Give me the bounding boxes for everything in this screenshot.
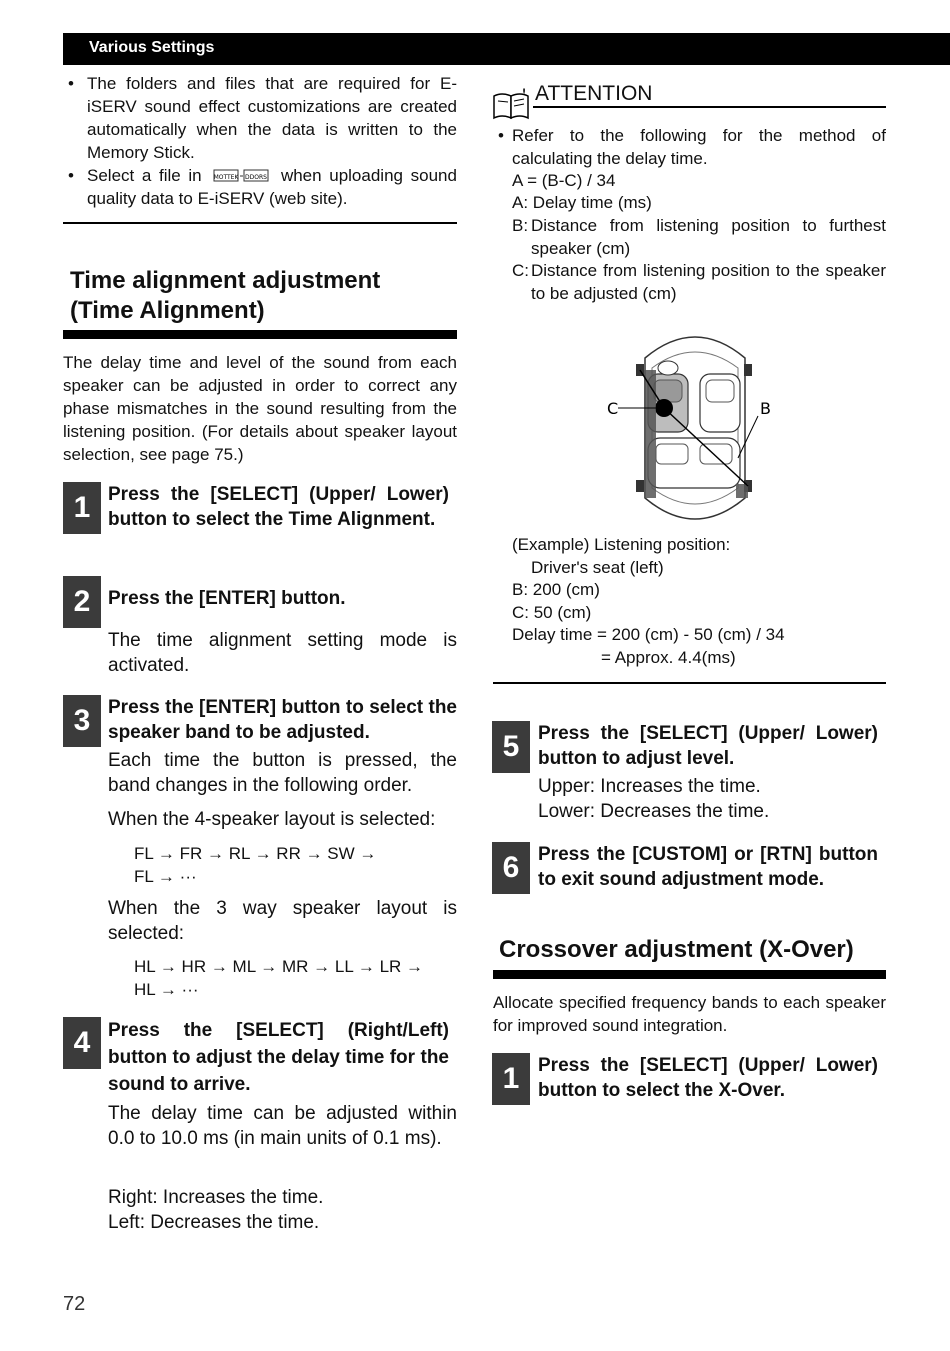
step-number: 4 xyxy=(63,1017,101,1069)
attention-underline xyxy=(533,106,886,108)
divider xyxy=(493,682,886,684)
example-line: B: 200 (cm) xyxy=(512,580,600,599)
speaker-sequence: FL → FR → RL → RR → SW → xyxy=(134,844,377,863)
step-lower-note: Lower: Decreases the time. xyxy=(538,801,770,822)
section-header-bar xyxy=(63,33,950,65)
attention-bullet: • Refer to the following for the method of calculating the delay time. xyxy=(498,126,886,168)
step-number: 3 xyxy=(63,695,101,747)
step-upper-note: Upper: Increases the time. xyxy=(538,776,761,797)
step-heading: Press the [SELECT] (Upper/ Lower) button to adjust level. xyxy=(538,723,878,769)
example-line: = Approx. 4.4(ms) xyxy=(601,648,736,667)
definition-c: C: Distance from listening position to the speaker to be adjusted (cm) xyxy=(512,261,886,303)
attention-title: ATTENTION xyxy=(535,82,653,105)
car-speaker-diagram xyxy=(600,328,790,528)
bullet-text: Select a file in MOTTEK DDORS when uploading sound quality data to E-iSERV (web site). xyxy=(87,166,457,208)
divider xyxy=(63,222,457,224)
svg-text:!: ! xyxy=(522,88,527,98)
formula: A = (B-C) / 34 xyxy=(512,171,616,190)
bullet-item: • The folders and files that are required for E-iSERV sound effect customizations are created automatically when the data is written to the Memory Stick. xyxy=(68,74,457,162)
bullet-item: • Select a file in MOTTEK DDORS when uploading sound quality data to E-iSERV (web site). xyxy=(68,166,457,208)
section-title-underline xyxy=(493,970,886,979)
svg-text:DDORS: DDORS xyxy=(245,174,268,181)
step-heading: Press the [CUSTOM] or [RTN] button to exit sound adjustment mode. xyxy=(538,844,878,890)
bullet-text: The folders and files that are required for E-iSERV sound effect customizations are created automatically when the data is written to the Memory Stick. xyxy=(87,74,457,162)
crossover-intro: Allocate specified frequency bands to each speaker for improved sound integration. xyxy=(493,993,886,1035)
example-line: C: 50 (cm) xyxy=(512,603,592,622)
step-left-note: Left: Decreases the time. xyxy=(108,1212,320,1233)
svg-text:MOTTEK: MOTTEK xyxy=(213,174,239,181)
attention-text: Refer to the following for the method of calculating the delay time. xyxy=(512,126,886,168)
definition-a: A: Delay time (ms) xyxy=(512,193,652,212)
step-condition: When the 3 way speaker layout is selected: xyxy=(108,898,457,944)
definition-b: B: Distance from listening position to furthest speaker (cm) xyxy=(512,216,886,258)
step-body: The time alignment setting mode is activated. xyxy=(108,630,457,676)
step-heading: Press the [SELECT] (Upper/ Lower) button to select the X-Over. xyxy=(538,1055,878,1101)
step-number: 2 xyxy=(63,576,101,628)
label-b: B xyxy=(760,399,771,418)
example-line: Delay time = 200 (cm) - 50 (cm) / 34 xyxy=(512,625,785,644)
section-header-title: Various Settings xyxy=(89,39,215,56)
step-number: 6 xyxy=(492,842,530,894)
example-line: (Example) Listening position: xyxy=(512,535,731,554)
step-heading: Press the [ENTER] button to select the speaker band to be adjusted. xyxy=(108,697,457,743)
file-icons xyxy=(213,169,269,183)
step-body: Each time the button is pressed, the band changes in the following order. xyxy=(108,750,457,796)
example-line: Driver's seat (left) xyxy=(531,558,664,577)
speaker-sequence: HL → ··· xyxy=(134,980,199,999)
intro-paragraph: The delay time and level of the sound from each speaker can be adjusted in order to correct any phase mismatches in the sound resulting from the listening position. (For details about speaker layout selection, see page 75.) xyxy=(63,353,457,464)
attention-book-icon xyxy=(492,88,532,122)
section-title-time-alignment: Time alignment adjustment (Time Alignment) xyxy=(70,267,381,324)
page-number: 72 xyxy=(63,1293,86,1315)
step-heading: Press the [SELECT] (Right/Left) button to adjust the delay time for the sound to arrive. xyxy=(108,1020,449,1095)
step-number: 1 xyxy=(492,1053,530,1105)
step-body: The delay time can be adjusted within 0.0 to 10.0 ms (in main units of 0.1 ms). xyxy=(108,1103,457,1149)
step-heading: Press the [SELECT] (Upper/ Lower) button to select the Time Alignment. xyxy=(108,484,449,530)
speaker-sequence: FL → ··· xyxy=(134,867,197,886)
step-heading: Press the [ENTER] button. xyxy=(108,588,346,609)
step-condition: When the 4-speaker layout is selected: xyxy=(108,809,436,830)
step-number: 1 xyxy=(63,482,101,534)
speaker-sequence: HL → HR → ML → MR → LL → LR → xyxy=(134,957,424,976)
step-number: 5 xyxy=(492,721,530,773)
section-title-crossover: Crossover adjustment (X-Over) xyxy=(499,936,854,963)
label-c: C xyxy=(607,399,619,418)
section-title-underline xyxy=(63,330,457,339)
step-right-note: Right: Increases the time. xyxy=(108,1187,324,1208)
